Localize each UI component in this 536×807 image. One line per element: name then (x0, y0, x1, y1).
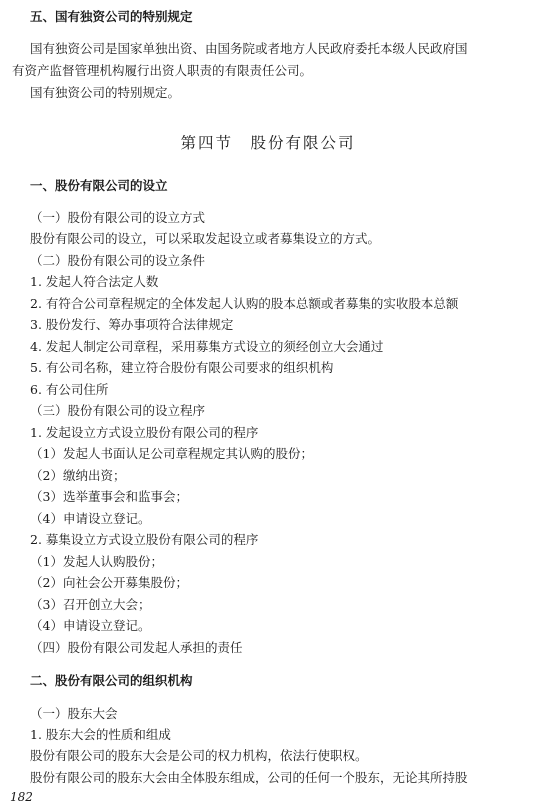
list-item: 2. 募集设立方式设立股份有限公司的程序 (30, 532, 259, 547)
part2-heading: 二、股份有限公司的组织机构 (30, 673, 193, 688)
subheading: （二）股份有限公司的设立条件 (30, 253, 206, 268)
paragraph-line: 国有独资公司是国家单独出资、由国务院或者地方人民政府委托本级人民政府国 (30, 41, 468, 56)
list-item: 1. 发起人符合法定人数 (30, 274, 159, 289)
list-item: 6. 有公司住所 (30, 382, 109, 397)
part1-heading: 一、股份有限公司的设立 (30, 178, 168, 193)
paragraph-line: 股份有限公司的股东大会是公司的权力机构，依法行使职权。 (30, 748, 368, 763)
list-item: （1）发起人书面认足公司章程规定其认购的股份； (30, 446, 313, 461)
page-number: 182 (10, 790, 33, 804)
subheading: （三）股份有限公司的设立程序 (30, 403, 206, 418)
subheading: （一）股东大会 (30, 706, 118, 721)
paragraph-line: 股份有限公司的股东大会由全体股东组成，公司的任何一个股东，无论其所持股 (30, 770, 468, 785)
list-item: （3）召开创立大会； (30, 597, 151, 612)
list-item: （4）申请设立登记。 (30, 511, 151, 526)
list-item: 4. 发起人制定公司章程，采用募集方式设立的须经创立大会通过 (30, 339, 384, 354)
list-item: 3. 股份发行、筹办事项符合法律规定 (30, 317, 234, 332)
list-item: 1. 发起设立方式设立股份有限公司的程序 (30, 425, 259, 440)
chapter-title: 第四节 股份有限公司 (180, 134, 356, 152)
list-item: 1. 股东大会的性质和组成 (30, 727, 171, 742)
paragraph-line: 股份有限公司的设立，可以采取发起设立或者募集设立的方式。 (30, 231, 381, 246)
list-item: 5. 有公司名称，建立符合股份有限公司要求的组织机构 (30, 360, 334, 375)
list-item: （4）申请设立登记。 (30, 618, 151, 633)
list-item: （1）发起人认购股份； (30, 554, 163, 569)
paragraph-line: 有资产监督管理机构履行出资人职责的有限责任公司。 (12, 63, 313, 78)
list-item: （2）缴纳出资； (30, 468, 126, 483)
list-item: （2）向社会公开募集股份； (30, 575, 188, 590)
list-item: 2. 有符合公司章程规定的全体发起人认购的股本总额或者募集的实收股本总额 (30, 296, 459, 311)
subheading: （四）股份有限公司发起人承担的责任 (30, 640, 243, 655)
section5-heading: 五、国有独资公司的特别规定 (30, 9, 193, 24)
list-item: （3）选举董事会和监事会； (30, 489, 188, 504)
subheading: （一）股份有限公司的设立方式 (30, 210, 206, 225)
paragraph-line: 国有独资公司的特别规定。 (30, 85, 181, 100)
